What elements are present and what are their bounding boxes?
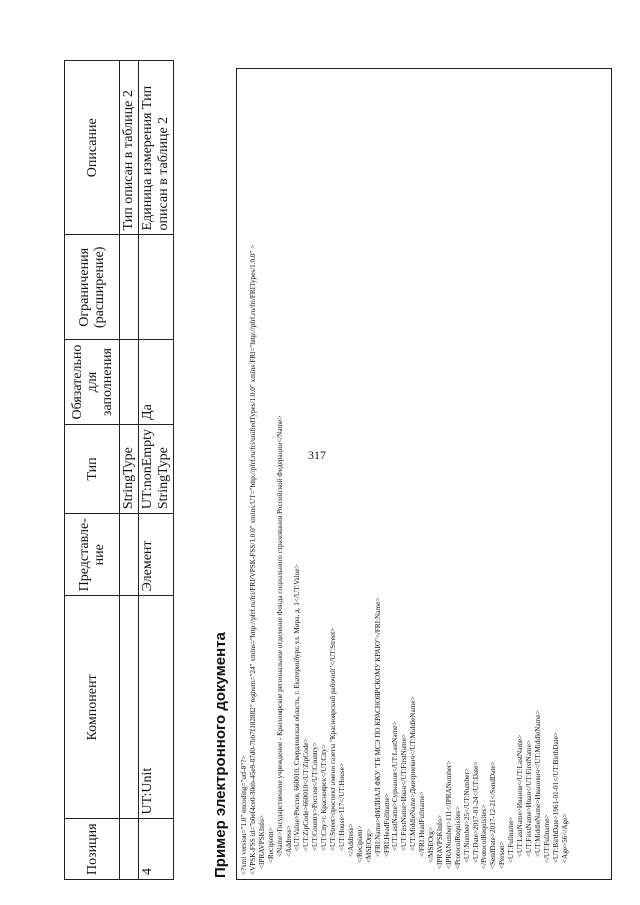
xml-line: <IPRAVPSKInfo> <box>435 815 444 869</box>
cell-restrictions <box>139 235 174 340</box>
header-component: Компонент <box>65 596 120 819</box>
xml-line: <UT:Street>проспект имени газеты "Красноярский рабочий"</UT:Street> <box>329 627 338 851</box>
cell-required: Да <box>139 340 174 425</box>
xml-line: <UT:City>г. Красноярск</UT:City> <box>320 744 329 851</box>
xml-example-box <box>236 68 612 880</box>
xml-line: <UT:FirstName>Иван</UT:FirstName> <box>400 734 409 851</box>
cell-representation <box>120 514 139 596</box>
xml-line: <UT:Country>Россия</UT:Country> <box>311 742 320 851</box>
xml-line: </Recipient> <box>355 825 364 863</box>
xml-line: <UT:ZipCode>660010</UT:ZipCode> <box>302 738 311 851</box>
xml-line: <IPRANumber>111</IPRANumber> <box>444 760 453 869</box>
xml-line: <UT:Date>2017-01-24</UT:Date> <box>471 761 480 863</box>
table-row <box>120 61 139 880</box>
cell-position <box>120 819 139 880</box>
table-row <box>139 61 174 880</box>
cell-type: UT:nonEmpty StringType <box>139 424 174 513</box>
cell-position: 4 <box>139 819 174 880</box>
xml-line: <SendDate>2017-12-21</SendDate> <box>489 761 498 869</box>
xml-line: <IPRAVPSKInfo> <box>257 815 266 869</box>
xml-line: </UT:Fullname> <box>542 814 551 863</box>
header-type: Тип <box>65 424 120 513</box>
xml-line: <UT:LastName>Иванов</UT:LastName> <box>516 734 525 857</box>
rotated-page-content <box>64 60 624 880</box>
cell-description: Тип описан в таблице 2 <box>120 61 139 235</box>
xml-line: </Address> <box>346 823 355 857</box>
cell-component <box>120 596 139 819</box>
xml-line: </MSEOrg> <box>427 827 436 863</box>
xml-line: <UT:Number>25</UT:Number> <box>462 768 471 863</box>
header-required: Обязательно для заполнения <box>65 340 120 425</box>
header-restrictions: Ограничения (расширение) <box>65 235 120 340</box>
section-heading: Пример электронного документа <box>212 632 229 878</box>
xml-line: </ProtocolRequisites> <box>480 804 489 869</box>
spec-table <box>64 60 174 880</box>
xml-line: <MSEOrg> <box>364 829 373 863</box>
xml-line: <FRI:HeadFullname> <box>382 793 391 857</box>
table-header-row <box>65 61 120 880</box>
cell-type: StringType <box>120 424 139 513</box>
xml-line: <Age>56</Age> <box>560 813 569 863</box>
xml-line: <Recipient> <box>266 827 275 863</box>
xml-line: <UT:FirstName>Иван</UT:FirstName> <box>525 740 533 857</box>
xml-line: <Person> <box>498 841 507 869</box>
cell-restrictions <box>120 235 139 340</box>
xml-line: <UT:MiddleName>Иванович</UT:MiddleName> <box>533 710 542 857</box>
xml-line: <FRI:Name>ФИЛИАЛ ФКУ "ГБ МСЭ ПО КРАСНОЯРСКОМУ КРАЮ"</FRI:Name> <box>373 597 382 857</box>
xml-line: <UT:MiddleName>Дмитриевич</UT:MiddleName> <box>409 696 418 851</box>
cell-required <box>120 340 139 425</box>
xml-line: <Address> <box>284 825 293 857</box>
xml-line: <UT:House>117</UT:House> <box>337 763 346 851</box>
header-description: Описание <box>65 61 120 235</box>
header-position: Позиция <box>65 819 120 880</box>
xml-line: <?xml version="1.0" encoding="utf-8"?> <box>240 755 248 875</box>
xml-line: </FRI:HeadFullname> <box>418 791 427 857</box>
xml-line: <UT:BirthDate>1961-01-01</UT:BirthDate> <box>551 732 560 863</box>
cell-representation: Элемент <box>139 514 174 596</box>
xml-line: <VPSK-FSS id="b0ef4ce0-30eb-45e9-87d0-7bb7f182882" regnum="24" xmlns="http://pfrf.ru/fri/FRI/VPSK-FSS/1.0.0" xmlns:UT="http://pfrf.ru/fri/unifiedTypes/1.0.0" xmlns:FRI="http://pfrf.ru/fri/FRITypes/1.0.0" > <box>248 244 257 875</box>
xml-line: <UT:Value>Россия, 660010, Свердловская область, г. Екатеринбург, ул. Мира, д. 1</UT:Value> <box>293 564 302 851</box>
header-representation: Представле- ние <box>65 514 120 596</box>
cell-description: Единица измерения Тип описан в таблице 2 <box>139 61 174 235</box>
xml-line: <UT:Fullname> <box>507 816 516 863</box>
xml-line: <UT:LastName>Сурнанов</UT:LastName> <box>391 721 400 851</box>
xml-line: <ProtocolRequisites> <box>453 806 462 869</box>
page-number: 317 <box>308 448 326 462</box>
xml-line: <Name>Государственное учреждение - Красноярское региональное отделение Фонда социального страхования Российской Федерации</Name> <box>275 415 284 857</box>
cell-component: UT:Unit <box>139 596 174 819</box>
